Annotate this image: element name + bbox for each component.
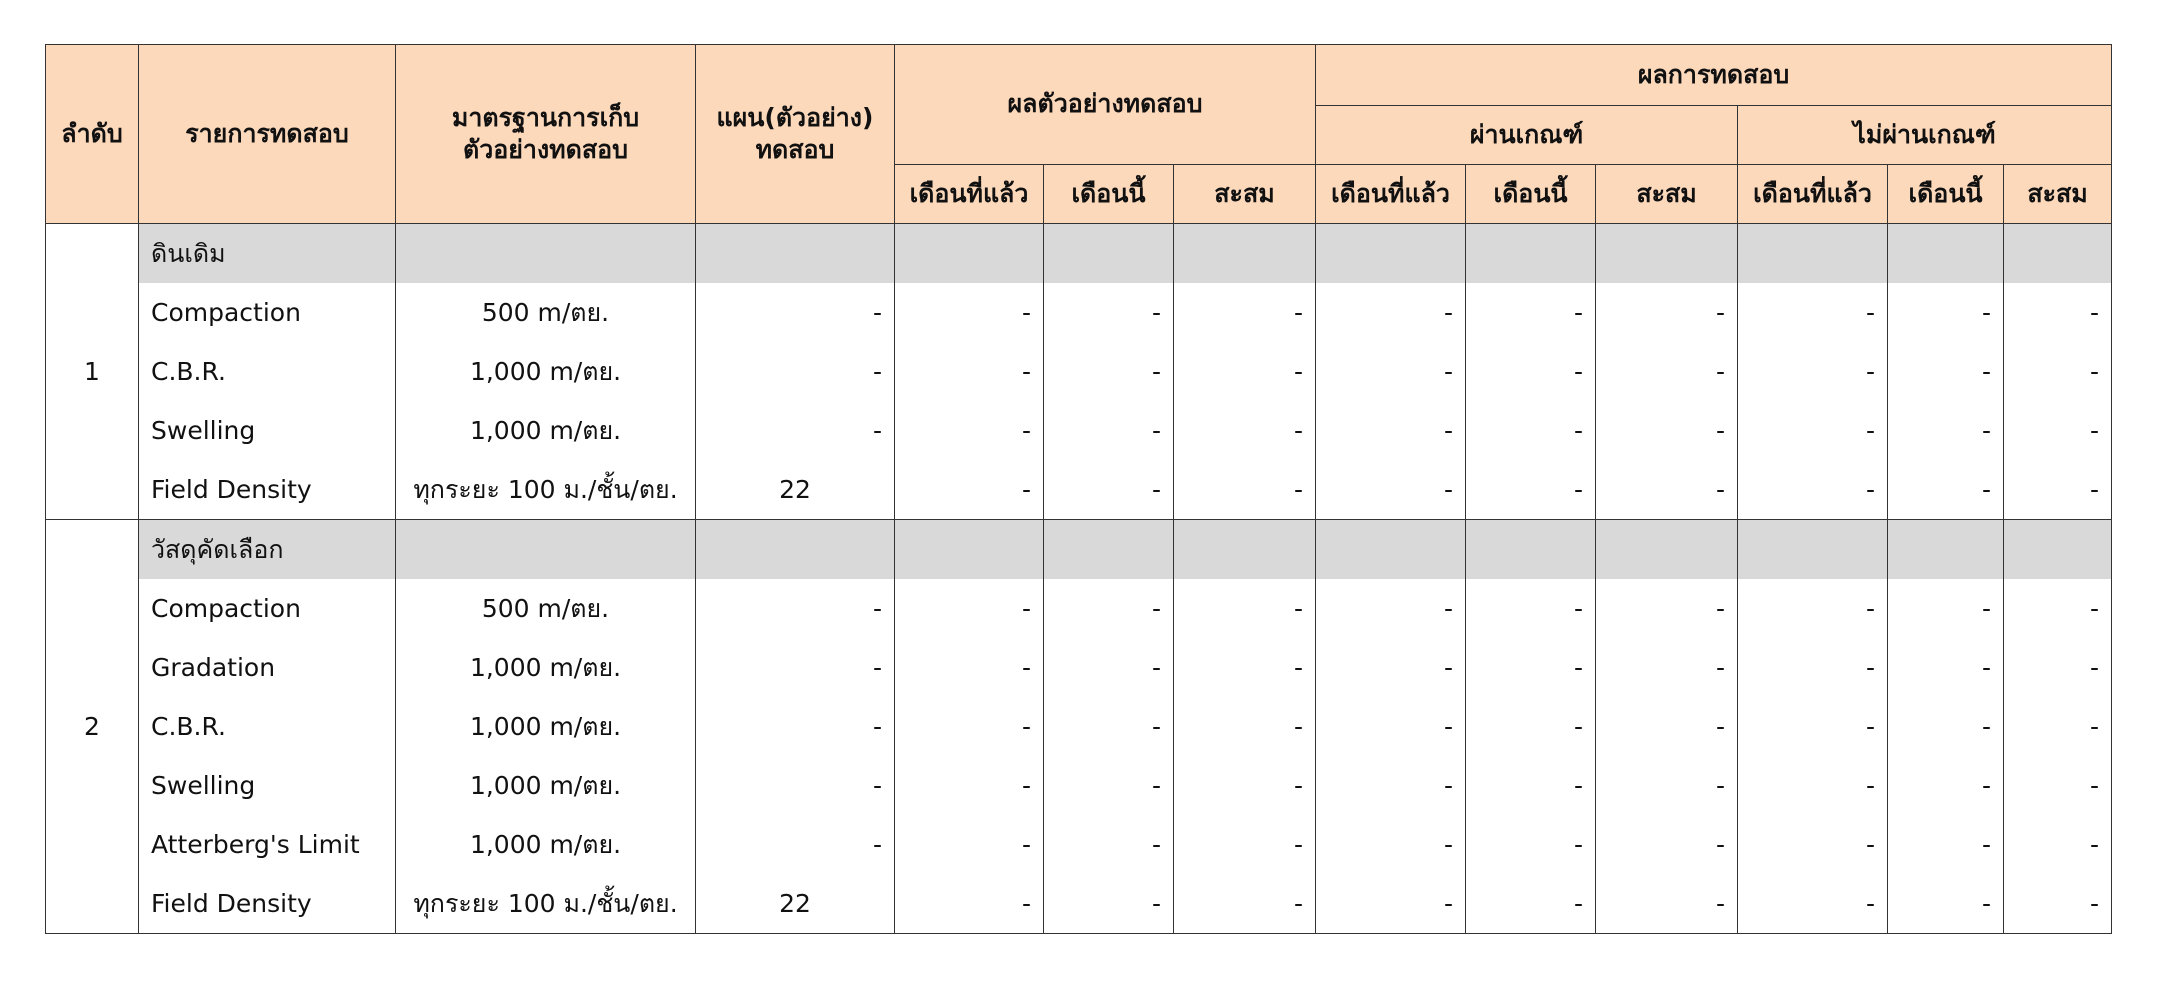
table-row — [46, 342, 2112, 401]
result-value: - — [2004, 874, 2112, 934]
result-value: - — [2004, 342, 2112, 401]
result-value: - — [1316, 460, 1466, 520]
result-value: - — [1044, 283, 1174, 342]
plan-count: - — [696, 815, 895, 874]
group-title-empty-cell — [1174, 224, 1316, 284]
test-item: Gradation — [139, 638, 396, 697]
result-value: - — [1316, 815, 1466, 874]
table-header — [46, 45, 2112, 224]
result-value: - — [1466, 815, 1596, 874]
result-value: - — [2004, 638, 2112, 697]
result-value: - — [1316, 874, 1466, 934]
table-row — [46, 697, 2112, 756]
group-title-empty-cell — [2004, 224, 2112, 284]
result-value: - — [1316, 638, 1466, 697]
result-value: - — [1044, 756, 1174, 815]
group-title-empty-cell — [1044, 224, 1174, 284]
sampling-standard: 1,000 m/ตย. — [396, 638, 696, 697]
result-value: - — [1044, 579, 1174, 638]
table-row — [46, 756, 2112, 815]
table-row — [46, 283, 2112, 342]
test-item: Compaction — [139, 283, 396, 342]
result-value: - — [2004, 756, 2112, 815]
header-pass-this-month: เดือนนี้ — [1466, 165, 1596, 224]
table-row — [46, 815, 2112, 874]
result-value: - — [1738, 638, 1888, 697]
result-value: - — [1596, 460, 1738, 520]
result-value: - — [895, 756, 1044, 815]
result-value: - — [1174, 401, 1316, 460]
result-value: - — [1174, 874, 1316, 934]
result-value: - — [1044, 342, 1174, 401]
table-row — [46, 401, 2112, 460]
result-value: - — [1738, 401, 1888, 460]
plan-count: - — [696, 756, 895, 815]
result-value: - — [2004, 283, 2112, 342]
test-item: Compaction — [139, 579, 396, 638]
result-value: - — [1044, 638, 1174, 697]
test-item: C.B.R. — [139, 342, 396, 401]
result-value: - — [895, 638, 1044, 697]
result-value: - — [1316, 697, 1466, 756]
result-value: - — [1466, 460, 1596, 520]
result-value: - — [1466, 756, 1596, 815]
group-title-empty-cell — [895, 520, 1044, 580]
result-value: - — [1738, 579, 1888, 638]
result-value: - — [895, 697, 1044, 756]
plan-count: - — [696, 401, 895, 460]
result-value: - — [1738, 697, 1888, 756]
table-row — [46, 638, 2112, 697]
result-value: - — [895, 283, 1044, 342]
group-title-empty-cell — [2004, 520, 2112, 580]
header-samples: ผลตัวอย่างทดสอบ — [895, 45, 1316, 165]
sampling-standard: 1,000 m/ตย. — [396, 401, 696, 460]
result-value: - — [1738, 756, 1888, 815]
result-value: - — [1316, 283, 1466, 342]
header-item: รายการทดสอบ — [139, 45, 396, 224]
header-pass-prev-month: เดือนที่แล้ว — [1316, 165, 1466, 224]
header-fail-this-month: เดือนนี้ — [1888, 165, 2004, 224]
plan-count: - — [696, 638, 895, 697]
sampling-standard: 1,000 m/ตย. — [396, 697, 696, 756]
header-samples-this-month: เดือนนี้ — [1044, 165, 1174, 224]
group-title-empty-cell — [1738, 224, 1888, 284]
result-value: - — [1738, 874, 1888, 934]
result-value: - — [1888, 579, 2004, 638]
group-title-row — [46, 520, 2112, 580]
group-title-empty-cell — [396, 224, 696, 284]
group-title-empty-cell — [1596, 520, 1738, 580]
result-value: - — [895, 815, 1044, 874]
result-value: - — [1466, 342, 1596, 401]
group-title: วัสดุคัดเลือก — [139, 520, 396, 580]
result-value: - — [1316, 756, 1466, 815]
result-value: - — [2004, 697, 2112, 756]
group-title-empty-cell — [1888, 520, 2004, 580]
result-value: - — [1466, 697, 1596, 756]
group-title-empty-cell — [1466, 224, 1596, 284]
group-title-empty-cell — [1316, 520, 1466, 580]
result-value: - — [1738, 283, 1888, 342]
plan-count: 22 — [696, 460, 895, 520]
result-value: - — [895, 342, 1044, 401]
result-value: - — [1174, 342, 1316, 401]
group-title-empty-cell — [1888, 224, 2004, 284]
result-value: - — [1466, 579, 1596, 638]
result-value: - — [1316, 401, 1466, 460]
sampling-standard: 500 m/ตย. — [396, 283, 696, 342]
table-row — [46, 874, 2112, 934]
result-value: - — [1596, 342, 1738, 401]
group-title-empty-cell — [1738, 520, 1888, 580]
result-value: - — [895, 460, 1044, 520]
result-value: - — [2004, 579, 2112, 638]
result-value: - — [2004, 460, 2112, 520]
result-value: - — [1596, 401, 1738, 460]
table-row — [46, 579, 2112, 638]
table-body — [46, 224, 2112, 934]
result-value: - — [1044, 815, 1174, 874]
result-value: - — [1174, 460, 1316, 520]
header-samples-prev-month: เดือนที่แล้ว — [895, 165, 1044, 224]
result-value: - — [2004, 815, 2112, 874]
result-value: - — [1466, 638, 1596, 697]
result-value: - — [1174, 283, 1316, 342]
result-value: - — [1466, 874, 1596, 934]
result-value: - — [1888, 638, 2004, 697]
group-title-row — [46, 224, 2112, 284]
header-fail-prev-month: เดือนที่แล้ว — [1738, 165, 1888, 224]
sampling-standard: 1,000 m/ตย. — [396, 815, 696, 874]
result-value: - — [1174, 697, 1316, 756]
result-value: - — [1596, 697, 1738, 756]
plan-count: - — [696, 697, 895, 756]
group-title-empty-cell — [1044, 520, 1174, 580]
result-value: - — [1044, 874, 1174, 934]
result-value: - — [1174, 638, 1316, 697]
header-samples-cumulative: สะสม — [1174, 165, 1316, 224]
plan-count: 22 — [696, 874, 895, 934]
group-title-empty-cell — [1174, 520, 1316, 580]
group-title-empty-cell — [696, 520, 895, 580]
result-value: - — [1174, 579, 1316, 638]
sampling-standard: ทุกระยะ 100 ม./ชั้น/ตย. — [396, 874, 696, 934]
header-pass-cumulative: สะสม — [1596, 165, 1738, 224]
result-value: - — [1316, 579, 1466, 638]
plan-count: - — [696, 342, 895, 401]
result-value: - — [895, 579, 1044, 638]
result-value: - — [1596, 874, 1738, 934]
test-results-table — [45, 44, 2112, 934]
sampling-standard: 1,000 m/ตย. — [396, 342, 696, 401]
group-title-empty-cell — [1316, 224, 1466, 284]
plan-count: - — [696, 579, 895, 638]
result-value: - — [1044, 401, 1174, 460]
result-value: - — [1044, 697, 1174, 756]
result-value: - — [1174, 815, 1316, 874]
group-title-empty-cell — [396, 520, 696, 580]
header-fail-cumulative: สะสม — [2004, 165, 2112, 224]
result-value: - — [1596, 283, 1738, 342]
sampling-standard: 1,000 m/ตย. — [396, 756, 696, 815]
plan-count: - — [696, 283, 895, 342]
header-pass: ผ่านเกณฑ์ — [1316, 106, 1738, 165]
result-value: - — [1466, 401, 1596, 460]
test-item: Field Density — [139, 460, 396, 520]
table-row — [46, 460, 2112, 520]
result-value: - — [1596, 756, 1738, 815]
result-value: - — [1596, 638, 1738, 697]
test-item: Swelling — [139, 756, 396, 815]
test-item: Swelling — [139, 401, 396, 460]
result-value: - — [1316, 342, 1466, 401]
result-value: - — [1888, 401, 2004, 460]
header-results: ผลการทดสอบ — [1316, 45, 2112, 106]
result-value: - — [1888, 460, 2004, 520]
result-value: - — [1888, 756, 2004, 815]
group-title-empty-cell — [895, 224, 1044, 284]
test-item: C.B.R. — [139, 697, 396, 756]
sampling-standard: 500 m/ตย. — [396, 579, 696, 638]
result-value: - — [1888, 342, 2004, 401]
result-value: - — [1888, 283, 2004, 342]
result-value: - — [1174, 756, 1316, 815]
result-value: - — [895, 401, 1044, 460]
group-title-empty-cell — [1596, 224, 1738, 284]
group-title-empty-cell — [1466, 520, 1596, 580]
header-plan: แผน(ตัวอย่าง) ทดสอบ — [696, 45, 895, 224]
result-value: - — [1888, 697, 2004, 756]
result-value: - — [1888, 815, 2004, 874]
header-seq: ลำดับ — [46, 45, 139, 224]
header-fail: ไม่ผ่านเกณฑ์ — [1738, 106, 2112, 165]
result-value: - — [1738, 460, 1888, 520]
sampling-standard: ทุกระยะ 100 ม./ชั้น/ตย. — [396, 460, 696, 520]
test-item: Field Density — [139, 874, 396, 934]
result-value: - — [1888, 874, 2004, 934]
result-value: - — [895, 874, 1044, 934]
result-value: - — [1738, 815, 1888, 874]
result-value: - — [2004, 401, 2112, 460]
test-item: Atterberg's Limit — [139, 815, 396, 874]
group-title: ดินเดิม — [139, 224, 396, 284]
group-seq: 1 — [46, 224, 139, 520]
group-seq: 2 — [46, 520, 139, 934]
result-value: - — [1044, 460, 1174, 520]
result-value: - — [1596, 579, 1738, 638]
result-value: - — [1738, 342, 1888, 401]
header-standard: มาตรฐานการเก็บ ตัวอย่างทดสอบ — [396, 45, 696, 224]
result-value: - — [1466, 283, 1596, 342]
result-value: - — [1596, 815, 1738, 874]
group-title-empty-cell — [696, 224, 895, 284]
